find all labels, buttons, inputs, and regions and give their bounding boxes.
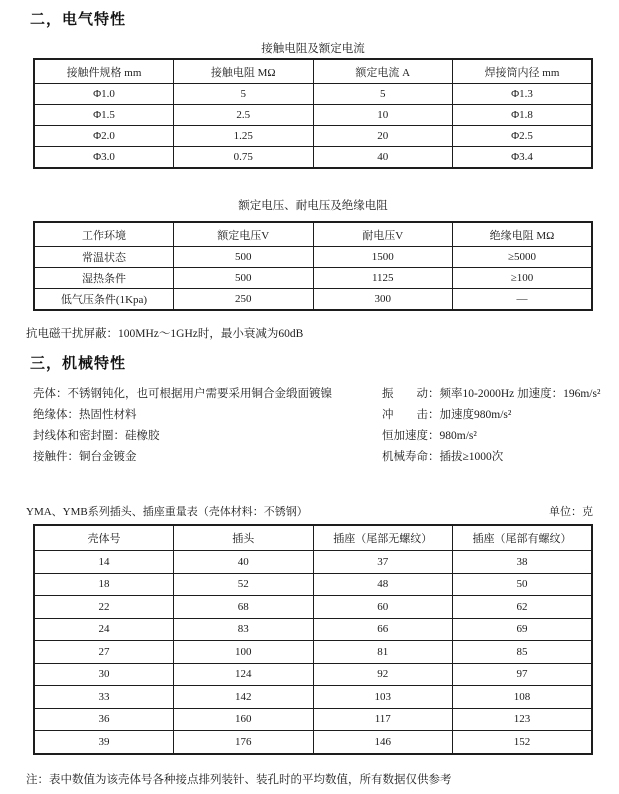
voltage-insulation-table [33, 221, 593, 311]
column-header: 额定电流 A [313, 59, 453, 84]
table-row [34, 105, 592, 126]
column-header: 插头 [174, 525, 314, 551]
column-header: 绝缘电阻 MΩ [453, 222, 593, 247]
table-cell: 146 [313, 731, 453, 754]
section-heading-electrical: 二，电气特性 [30, 11, 127, 28]
table-cell: 50 [453, 573, 593, 596]
table-header-row [34, 525, 592, 551]
spec-line: 机械寿命：插拔≥1000次 [382, 451, 504, 463]
table-cell: 1500 [313, 247, 453, 268]
table-cell: 1125 [313, 268, 453, 289]
table-cell: 常温状态 [34, 247, 174, 268]
table-cell: 117 [313, 708, 453, 731]
spec-line: 接触件：铜台金镀金 [33, 451, 137, 463]
table-row [34, 573, 592, 596]
table-cell: 83 [174, 618, 314, 641]
table-row [34, 596, 592, 619]
table-cell: 10 [313, 105, 453, 126]
table-cell: 152 [453, 731, 593, 754]
table-cell: Φ2.5 [453, 126, 593, 147]
table-cell: 92 [313, 663, 453, 686]
table-header-row [34, 59, 592, 84]
table-cell: 1.25 [174, 126, 314, 147]
table-cell: 18 [34, 573, 174, 596]
table-cell: 60 [313, 596, 453, 619]
table-cell: 38 [453, 551, 593, 574]
table-cell: 22 [34, 596, 174, 619]
voltage-table-caption: 额定电压、耐电压及绝缘电阻 [238, 200, 388, 212]
table-row [34, 708, 592, 731]
table-header-row [34, 222, 592, 247]
table-row [34, 84, 592, 105]
weight-table-header-line [26, 503, 593, 519]
column-header: 接触电阻 MΩ [174, 59, 314, 84]
table-cell: 0.75 [174, 147, 314, 169]
table-cell: Φ1.3 [453, 84, 593, 105]
table-cell: 低气压条件(1Kpa) [34, 289, 174, 311]
table-row [34, 551, 592, 574]
table-row [34, 641, 592, 664]
table-cell: 500 [174, 268, 314, 289]
table-cell: 40 [174, 551, 314, 574]
section-heading-mechanical: 三，机械特性 [30, 355, 127, 372]
table-cell: 5 [174, 84, 314, 105]
table-cell: 68 [174, 596, 314, 619]
table-cell: 142 [174, 686, 314, 709]
table-cell: 2.5 [174, 105, 314, 126]
column-header: 耐电压V [313, 222, 453, 247]
table-cell: 103 [313, 686, 453, 709]
mechanical-specs-right [382, 385, 612, 469]
table-cell: 30 [34, 663, 174, 686]
spec-line: 振 动：频率10-2000Hz 加速度：196m/s² [382, 388, 601, 400]
column-header: 插座（尾部无螺纹） [313, 525, 453, 551]
table-cell: 66 [313, 618, 453, 641]
table-cell: Φ2.0 [34, 126, 174, 147]
table-cell: Φ1.5 [34, 105, 174, 126]
table-cell: ≥100 [453, 268, 593, 289]
footnote: 注：表中数值为该壳体号各种接点排列装针、装孔时的平均数值，所有数据仅供参考 [26, 774, 452, 786]
table-cell: 湿热条件 [34, 268, 174, 289]
table-row [34, 663, 592, 686]
table-row [34, 289, 592, 311]
table-cell: Φ3.4 [453, 147, 593, 169]
table-cell: 108 [453, 686, 593, 709]
table-cell: 5 [313, 84, 453, 105]
table-cell: 40 [313, 147, 453, 169]
table-row [34, 147, 592, 169]
weight-table-unit-label: 单位：克 [549, 506, 593, 518]
table-cell: 48 [313, 573, 453, 596]
table-cell: 250 [174, 289, 314, 311]
table-row [34, 126, 592, 147]
table-cell: 33 [34, 686, 174, 709]
table-cell: 160 [174, 708, 314, 731]
emi-shielding-note: 抗电磁干扰屏蔽：100MHz～1GHz时，最小衰减为60dB [26, 328, 304, 340]
table-cell: 39 [34, 731, 174, 754]
table-cell: 20 [313, 126, 453, 147]
spec-line: 绝缘体：热固性材料 [33, 409, 137, 421]
spec-line: 壳体：不锈钢钝化，也可根据用户需要采用铜合金缎面镀镍 [33, 388, 332, 400]
table-cell: 14 [34, 551, 174, 574]
table-cell: 123 [453, 708, 593, 731]
column-header: 壳体号 [34, 525, 174, 551]
table-row [34, 247, 592, 268]
mechanical-specs-left [33, 385, 378, 469]
column-header: 工作环境 [34, 222, 174, 247]
column-header: 额定电压V [174, 222, 314, 247]
weight-table-title: YMA、YMB系列插头、插座重量表（壳体材料：不锈钢） [26, 506, 308, 518]
table-cell: 500 [174, 247, 314, 268]
spec-line: 封线体和密封圈：硅橡胶 [33, 430, 160, 442]
spec-line: 恒加速度：980m/s² [382, 430, 477, 442]
table-cell: 81 [313, 641, 453, 664]
table-row [34, 686, 592, 709]
contact-resistance-table [33, 58, 593, 169]
table-cell: 52 [174, 573, 314, 596]
table-cell: 97 [453, 663, 593, 686]
table-cell: 69 [453, 618, 593, 641]
table-row [34, 731, 592, 754]
column-header: 焊接筒内径 mm [453, 59, 593, 84]
table-cell: 100 [174, 641, 314, 664]
table-cell: 36 [34, 708, 174, 731]
table-cell: ≥5000 [453, 247, 593, 268]
table-cell: 62 [453, 596, 593, 619]
table-cell: — [453, 289, 593, 311]
table-cell: Φ1.0 [34, 84, 174, 105]
table-cell: 24 [34, 618, 174, 641]
table-cell: 124 [174, 663, 314, 686]
table-row [34, 268, 592, 289]
table-cell: 37 [313, 551, 453, 574]
table-cell: 27 [34, 641, 174, 664]
table-cell: 176 [174, 731, 314, 754]
column-header: 接触件规格 mm [34, 59, 174, 84]
table-cell: 300 [313, 289, 453, 311]
contact-table-caption: 接触电阻及额定电流 [261, 43, 365, 55]
column-header: 插座（尾部有螺纹） [453, 525, 593, 551]
table-row [34, 618, 592, 641]
table-cell: Φ3.0 [34, 147, 174, 169]
table-cell: 85 [453, 641, 593, 664]
spec-line: 冲 击：加速度980m/s² [382, 409, 512, 421]
weight-table [33, 524, 593, 755]
table-cell: Φ1.8 [453, 105, 593, 126]
